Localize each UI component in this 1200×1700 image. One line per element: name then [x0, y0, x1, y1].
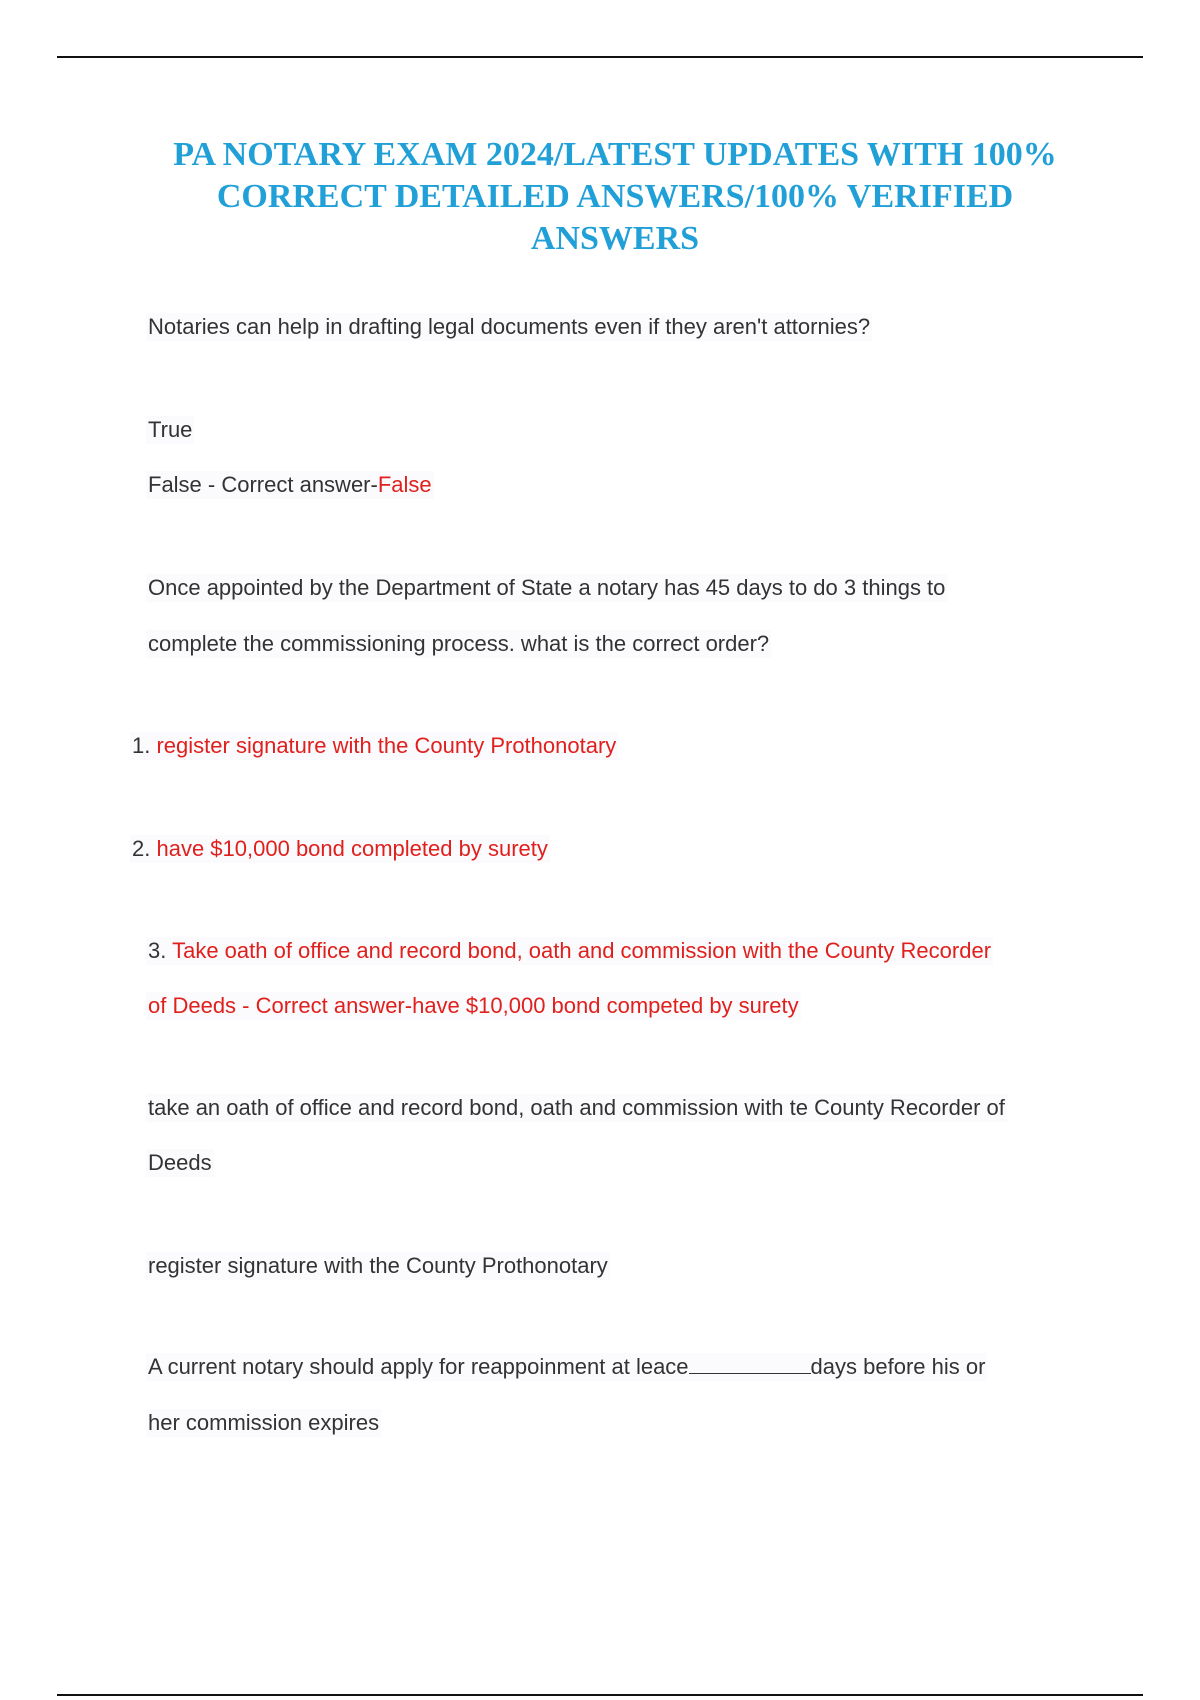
title-line-3: ANSWERS — [530, 220, 700, 257]
q1-option-false — [146, 471, 434, 499]
q2-extra-line-3: register signature with the County Prothonotary — [148, 1253, 608, 1278]
list-item-text: register signature with the County Prothonotary — [156, 733, 617, 758]
list-number: 3. — [148, 938, 167, 963]
q2-list-item-1 — [130, 732, 618, 760]
q2-question-line-2: complete the commissioning process. what is the correct order? — [148, 631, 770, 656]
q3-text-after-blank: days before his or — [810, 1354, 986, 1379]
q2-extra-line-2: Deeds — [148, 1150, 212, 1175]
header-rule — [57, 56, 1143, 58]
list-number: 2. — [132, 836, 151, 861]
q2-list-item-2 — [130, 835, 550, 863]
list-number: 1. — [132, 733, 151, 758]
q1-question: Notaries can help in drafting legal documents even if they aren't attornies? — [148, 314, 871, 339]
document-title — [120, 134, 1110, 260]
q1-correct-answer: False — [377, 472, 432, 497]
q1-option-false-label: False - Correct answer- — [148, 472, 378, 497]
q2-question-line-1: Once appointed by the Department of State a notary has 45 days to do 3 things to — [148, 575, 946, 600]
list-item-text: have $10,000 bond completed by surety — [156, 836, 548, 861]
q2-list-item-3-line-2: of Deeds - Correct answer-have $10,000 bond competed by surety — [148, 993, 799, 1018]
footer-rule — [57, 1694, 1143, 1696]
q1-option-true: True — [148, 417, 193, 442]
q3-question-line-2: her commission expires — [148, 1410, 380, 1435]
title-line-2: CORRECT DETAILED ANSWERS/100% VERIFIED — [216, 178, 1014, 215]
q3-question-line-1 — [146, 1353, 987, 1381]
fill-in-blank — [689, 1353, 811, 1374]
list-item-text: Take oath of office and record bond, oath and commission with the County Recorder — [172, 938, 992, 963]
q2-extra-line-1: take an oath of office and record bond, oath and commission with te County Recorder of — [148, 1095, 1005, 1120]
q2-list-item-3-line-1 — [146, 937, 993, 965]
title-line-1: PA NOTARY EXAM 2024/LATEST UPDATES WITH 100% — [173, 136, 1057, 173]
q3-text-before-blank: A current notary should apply for reappoinment at leace — [148, 1354, 689, 1379]
